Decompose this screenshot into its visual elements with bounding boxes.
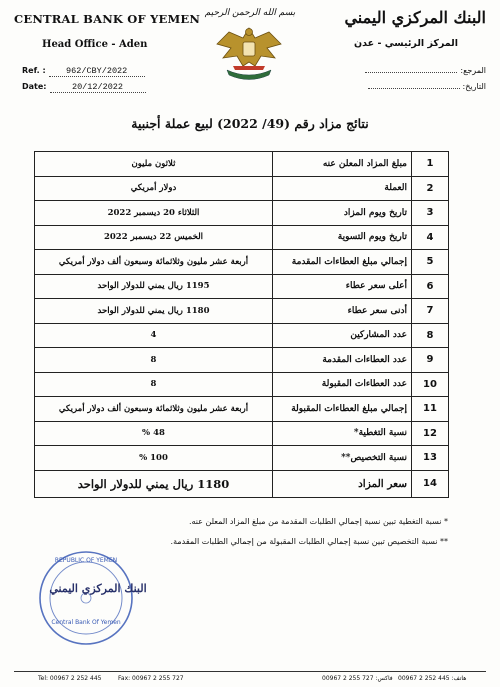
ref-label: Ref. : xyxy=(22,66,46,75)
row-item-label: عدد المشاركين xyxy=(273,323,412,348)
stamp-en-text: Central Bank Of Yemen xyxy=(51,619,121,626)
note-coverage: * نسبة التغطية تبين نسبة إجمالي الطلبات المقدمة من مبلغ المزاد المعلن عنه. xyxy=(188,517,448,526)
row-number: 11 xyxy=(412,397,449,422)
row-item-label: أدنى سعر عطاء xyxy=(273,299,412,324)
row-value: 48 % xyxy=(35,421,273,446)
row-number: 2 xyxy=(412,176,449,201)
row-item-label: عدد العطاءات المقدمة xyxy=(273,348,412,373)
row-item-label: نسبة التغطية* xyxy=(273,421,412,446)
document-title: نتائج مزاد رقم (49/ 2022) لبيع عملة أجنبية xyxy=(131,116,369,131)
table-row xyxy=(35,152,449,177)
date-row xyxy=(22,82,146,93)
auction-results-table xyxy=(34,151,449,498)
ref-value: 962/CBY/2022 xyxy=(49,66,145,77)
row-value: 1195 ريال يمني للدولار الواحد xyxy=(35,274,273,299)
row-number: 3 xyxy=(412,201,449,226)
ar-ref-row xyxy=(365,66,486,75)
bank-stamp xyxy=(36,548,147,648)
ar-office: المركز الرئيسي - عدن xyxy=(354,38,458,49)
date-value: 20/12/2022 xyxy=(50,82,146,93)
footer-divider xyxy=(14,671,486,672)
en-office: Head Office - Aden xyxy=(42,39,148,50)
table-row xyxy=(35,397,449,422)
row-number: 1 xyxy=(412,152,449,177)
table-row xyxy=(35,323,449,348)
note-allocation: ** نسبة التخصيص تبين نسبة إجمالي الطلبات المقبولة من إجمالي الطلبات المقدمة. xyxy=(170,537,448,546)
table-row xyxy=(35,250,449,275)
table-row xyxy=(35,201,449,226)
row-number: 8 xyxy=(412,323,449,348)
row-number: 5 xyxy=(412,250,449,275)
row-item-label: أعلى سعر عطاء xyxy=(273,274,412,299)
table-row xyxy=(35,176,449,201)
ar-date-row xyxy=(368,82,486,91)
footer-right-fax: 00967 2 255 727 :فاكس xyxy=(322,675,393,682)
table-row xyxy=(35,421,449,446)
row-value: 4 xyxy=(35,323,273,348)
table-row xyxy=(35,372,449,397)
footer-left-tel: Tel: 00967 2 252 445 xyxy=(38,675,102,682)
footer-right-tel: هاتف: 445 252 2 00967 xyxy=(398,675,467,682)
table-row xyxy=(35,348,449,373)
row-value: الثلاثاء 20 ديسمبر 2022 xyxy=(35,201,273,226)
row-item-label: إجمالي مبلغ العطاءات المقبولة xyxy=(273,397,412,422)
row-number: 12 xyxy=(412,421,449,446)
row-value: دولار أمريكي xyxy=(35,176,273,201)
table-row xyxy=(35,470,449,497)
table-row xyxy=(35,225,449,250)
basmala: بسم الله الرحمن الرحيم xyxy=(204,8,296,18)
row-item-label: مبلغ المزاد المعلن عنه xyxy=(273,152,412,177)
date-label: Date: xyxy=(22,82,47,91)
row-value: 1180 ريال يمني للدولار الواحد xyxy=(35,470,273,497)
row-number: 10 xyxy=(412,372,449,397)
row-value: أربعة عشر مليون وثلاثمائة وسبعون ألف دولار أمريكي xyxy=(35,250,273,275)
ar-ref-label: المرجع: xyxy=(460,66,486,75)
footer-left-fax: Fax: 00967 2 255 727 xyxy=(118,675,184,682)
eagle-emblem-icon xyxy=(213,22,285,84)
table-row xyxy=(35,274,449,299)
row-number: 9 xyxy=(412,348,449,373)
row-value: 8 xyxy=(35,372,273,397)
row-number: 4 xyxy=(412,225,449,250)
row-item-label: سعر المزاد xyxy=(273,470,412,497)
row-item-label: عدد العطاءات المقبولة xyxy=(273,372,412,397)
table-row xyxy=(35,446,449,471)
en-bank-name: CENTRAL BANK OF YEMEN xyxy=(14,12,201,26)
row-item-label: إجمالي مبلغ العطاءات المقدمة xyxy=(273,250,412,275)
row-number: 13 xyxy=(412,446,449,471)
row-item-label: العملة xyxy=(273,176,412,201)
row-value: الخميس 22 ديسمبر 2022 xyxy=(35,225,273,250)
row-number: 7 xyxy=(412,299,449,324)
row-number: 14 xyxy=(412,470,449,497)
table-row xyxy=(35,299,449,324)
row-value: 8 xyxy=(35,348,273,373)
ar-date-label: التاريخ: xyxy=(462,82,486,91)
row-number: 6 xyxy=(412,274,449,299)
row-item-label: تاريخ ويوم التسوية xyxy=(273,225,412,250)
row-item-label: نسبة التخصيص** xyxy=(273,446,412,471)
row-value: 100 % xyxy=(35,446,273,471)
row-value: 1180 ريال يمني للدولار الواحد xyxy=(35,299,273,324)
stamp-ar-text: البنك المركزي اليمني xyxy=(49,582,147,595)
ar-ref-dots xyxy=(365,72,457,73)
row-item-label: تاريخ ويوم المزاد xyxy=(273,201,412,226)
ar-bank-name: البنك المركزي اليمني xyxy=(344,8,486,27)
row-value: أربعة عشر مليون وثلاثمائة وسبعون ألف دولار أمريكي xyxy=(35,397,273,422)
stamp-ring-text: REPUBLIC OF YEMEN xyxy=(54,557,118,564)
ar-date-dots xyxy=(368,88,460,89)
row-value: ثلاثون مليون xyxy=(35,152,273,177)
ref-row xyxy=(22,66,145,77)
